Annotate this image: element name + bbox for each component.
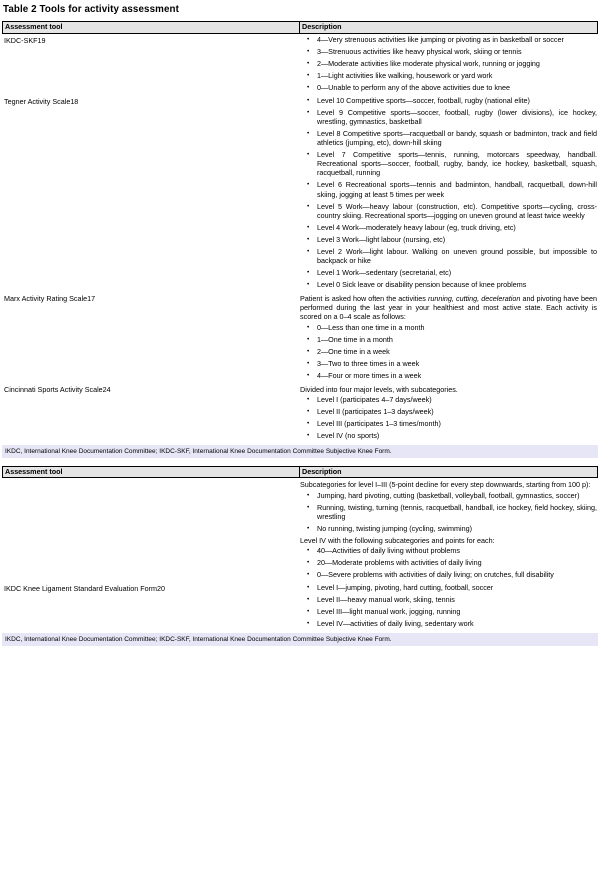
bullet-icon: • — [307, 407, 310, 415]
paragraph-text: Subcategories for level I–III (5-point decline for every step downwards, starting from 100 p): — [300, 480, 591, 490]
bullet-item — [300, 583, 597, 592]
bullet-text: 0—Severe problems with activities of daily living; on crutches, full disability — [317, 570, 554, 580]
bullet-item — [300, 108, 597, 126]
bullet-item — [300, 491, 597, 500]
bullet-icon: • — [307, 83, 310, 91]
paragraph-text: and pivoting have been performed during the last year in your healthiest and most active state. Each activity is scored on a 0–4 scale as follows: — [300, 294, 597, 322]
bullet-icon: • — [307, 596, 310, 604]
bullet-text: Level III—light manual work, jogging, running — [317, 607, 461, 617]
bullet-icon: • — [307, 35, 310, 43]
bullet-item — [300, 619, 597, 628]
bullet-text: Running, twisting, turning (tennis, racquetball, handball, ice hockey, field hockey, skiing, wrestling — [317, 502, 597, 521]
assessment-tool-cell: IKDC Knee Ligament Standard Evaluation Form20 — [4, 584, 166, 594]
bullet-icon: • — [307, 129, 310, 137]
bullet-text: 3—Two to three times in a week — [317, 358, 420, 368]
bullet-item — [300, 180, 597, 198]
table-header-row — [2, 21, 598, 34]
bullet-item — [300, 607, 597, 616]
bullet-icon: • — [307, 584, 310, 592]
bullet-icon: • — [307, 71, 310, 79]
bullet-icon: • — [307, 235, 310, 243]
column-header-assessment-tool: Assessment tool — [5, 22, 63, 31]
bullet-item — [300, 503, 597, 521]
assessment-tool-cell: Marx Activity Rating Scale17 — [4, 294, 96, 304]
bullet-icon: • — [307, 571, 310, 579]
table-caption: Table 2 Tools for activity assessment — [3, 4, 179, 15]
bullet-text: 3—Strenuous activities like heavy physical work, skiing or tennis — [317, 46, 522, 56]
bullet-item — [300, 431, 597, 440]
bullet-item — [300, 150, 597, 178]
table-footnote: IKDC, International Knee Documentation Committee; IKDC-SKF, International Knee Documentation Committee Subjective Knee Form. — [2, 445, 598, 458]
paragraph-text: Divided into four major levels, with subcategories. — [300, 384, 458, 394]
paragraph-text: Patient is asked how often the activities — [300, 294, 428, 304]
bullet-item — [300, 546, 597, 555]
bullet-icon: • — [307, 620, 310, 628]
bullet-item — [300, 202, 597, 220]
bullet-icon: • — [307, 359, 310, 367]
assessment-table — [2, 21, 598, 458]
column-header-description: Description — [299, 467, 597, 478]
assessment-tool-cell: Tegner Activity Scale18 — [4, 96, 79, 106]
bullet-item — [300, 419, 597, 428]
bullet-icon: • — [307, 347, 310, 355]
italic-text: running, cutting, deceleration — [427, 294, 521, 304]
bullet-icon: • — [307, 431, 310, 439]
bullet-icon: • — [307, 503, 310, 511]
bullet-item — [300, 280, 597, 289]
bullet-text: Level 7 Competitive sports—tennis, running, motorcars speedway, handball. Recreational sports—soccer, football, rugby, bandy, ice hockey, basketball, squash, racquetball, running — [317, 150, 597, 178]
bullet-icon: • — [307, 524, 310, 532]
bullet-text: Level 2 Work—light labour. Walking on uneven ground possible, but impossible to backpack or hike — [317, 246, 597, 266]
bullet-text: 2—Moderate activities like moderate physical work, running or jogging — [317, 58, 540, 68]
bullet-item — [300, 371, 597, 380]
table-row — [2, 34, 598, 95]
bullet-item — [300, 247, 597, 265]
bullet-item — [300, 71, 597, 80]
bullet-text: 20—Moderate problems with activities of daily living — [317, 558, 482, 568]
bullet-text: Level 3 Work—light labour (nursing, etc) — [317, 234, 446, 244]
bullet-text: Level I (participates 4–7 days/week) — [317, 394, 432, 404]
bullet-text: 1—Light activities like walking, housework or yard work — [317, 70, 493, 80]
bullet-text: Level II (participates 1–3 days/week) — [317, 406, 434, 416]
paragraph-text: Level IV with the following subcategories and points for each: — [300, 535, 495, 545]
bullet-item — [300, 558, 597, 567]
assessment-tool-cell: IKDC-SKF19 — [4, 35, 46, 45]
description-cell — [298, 292, 598, 383]
bullet-item — [300, 83, 597, 92]
bullet-text: 0—Less than one time in a month — [317, 322, 425, 332]
bullet-item — [300, 129, 597, 147]
bullet-item — [300, 395, 597, 404]
bullet-item — [300, 35, 597, 44]
bullet-text: 40—Activities of daily living without problems — [317, 546, 461, 556]
bullet-text: Level 5 Work—heavy labour (construction, etc). Competitive sports—cycling, cross-country skiing. Recreational sports—jogging on uneven ground at least twice weekly — [317, 201, 597, 220]
table-footnote: IKDC, International Knee Documentation Committee; IKDC-SKF, International Knee Documentation Committee Subjective Knee Form. — [2, 633, 598, 646]
bullet-icon: • — [307, 47, 310, 55]
description-cell — [298, 478, 598, 582]
bullet-icon: • — [307, 181, 310, 189]
bullet-text: No running, twisting jumping (cycling, swimming) — [317, 523, 472, 533]
bullet-icon: • — [307, 269, 310, 277]
bullet-icon: • — [307, 281, 310, 289]
bullet-item — [300, 47, 597, 56]
description-paragraph — [300, 385, 597, 394]
bullet-text: Level IV—activities of daily living, sedentary work — [317, 619, 474, 629]
bullet-text: Level II—heavy manual work, skiing, tennis — [317, 595, 455, 605]
assessment-tool-cell: Cincinnati Sports Activity Scale24 — [4, 384, 111, 394]
bullet-item — [300, 223, 597, 232]
bullet-icon: • — [307, 608, 310, 616]
description-paragraph — [300, 536, 597, 545]
bullet-icon: • — [307, 108, 310, 116]
bullet-icon: • — [307, 202, 310, 210]
bullet-item — [300, 524, 597, 533]
bullet-item — [300, 595, 597, 604]
bullet-icon: • — [307, 419, 310, 427]
bullet-icon: • — [307, 335, 310, 343]
bullet-item — [300, 235, 597, 244]
bullet-item — [300, 359, 597, 368]
bullet-icon: • — [307, 395, 310, 403]
bullet-icon: • — [307, 323, 310, 331]
table-row — [2, 582, 598, 631]
bullet-item — [300, 407, 597, 416]
bullet-item — [300, 323, 597, 332]
bullet-icon: • — [307, 547, 310, 555]
description-paragraph — [300, 480, 597, 489]
description-paragraph — [300, 294, 597, 322]
assessment-table — [2, 466, 598, 646]
description-cell — [298, 383, 598, 443]
table-row — [2, 383, 598, 443]
bullet-icon: • — [307, 223, 310, 231]
column-header-description: Description — [299, 22, 597, 33]
description-cell — [298, 95, 598, 292]
bullet-text: Level 9 Competitive sports—soccer, football, rugby (lower divisions), ice hockey, wrestling, gymnastics, basketball — [317, 107, 597, 126]
description-cell — [298, 34, 598, 95]
bullet-text: Jumping, hard pivoting, cutting (basketball, volleyball, football, gymnastics, soccer) — [317, 490, 580, 500]
bullet-item — [300, 268, 597, 277]
bullet-icon: • — [307, 559, 310, 567]
tables-container — [2, 21, 598, 646]
table-row — [2, 292, 598, 383]
bullet-text: 2—One time in a week — [317, 346, 390, 356]
bullet-text: Level 8 Competitive sports—racquetball or bandy, squash or badminton, track and field athletics (jumping, etc), down-hill skiing — [317, 128, 597, 147]
table-header-row — [2, 466, 598, 479]
bullet-text: 0—Unable to perform any of the above activities due to knee — [317, 82, 510, 92]
column-header-assessment-tool: Assessment tool — [5, 466, 63, 476]
bullet-icon: • — [307, 247, 310, 255]
bullet-icon: • — [307, 59, 310, 67]
bullet-item — [300, 59, 597, 68]
bullet-icon: • — [307, 491, 310, 499]
description-cell — [298, 582, 598, 631]
assessment-tool-cell — [2, 478, 298, 582]
bullet-item — [300, 347, 597, 356]
bullet-icon: • — [307, 96, 310, 104]
bullet-text: 4—Very strenuous activities like jumping or pivoting as in basketball or soccer — [317, 34, 564, 44]
bullet-item — [300, 335, 597, 344]
bullet-text: 4—Four or more times in a week — [317, 370, 422, 380]
bullet-icon: • — [307, 151, 310, 158]
bullet-item — [300, 570, 597, 579]
bullet-text: 1—One time in a month — [317, 334, 393, 344]
table-row — [2, 95, 598, 292]
bullet-text: Level 1 Work—sedentary (secretarial, etc) — [317, 268, 452, 278]
bullet-text: Level 10 Competitive sports—soccer, football, rugby (national elite) — [317, 95, 530, 105]
bullet-text: Level III (participates 1–3 times/month) — [317, 418, 441, 428]
bullet-text: Level 4 Work—moderately heavy labour (eg, truck driving, etc) — [317, 222, 516, 232]
table-row — [2, 478, 598, 582]
bullet-text: Level 6 Recreational sports—tennis and badminton, handball, racquetball, down-hill skiing, jogging at least 5 times per week — [317, 180, 597, 199]
bullet-item — [300, 96, 597, 105]
bullet-icon: • — [307, 371, 310, 379]
bullet-text: Level IV (no sports) — [317, 430, 380, 440]
bullet-text: Level 0 Sick leave or disability pension because of knee problems — [317, 280, 527, 290]
bullet-text: Level I—jumping, pivoting, hard cutting, football, soccer — [317, 583, 494, 593]
